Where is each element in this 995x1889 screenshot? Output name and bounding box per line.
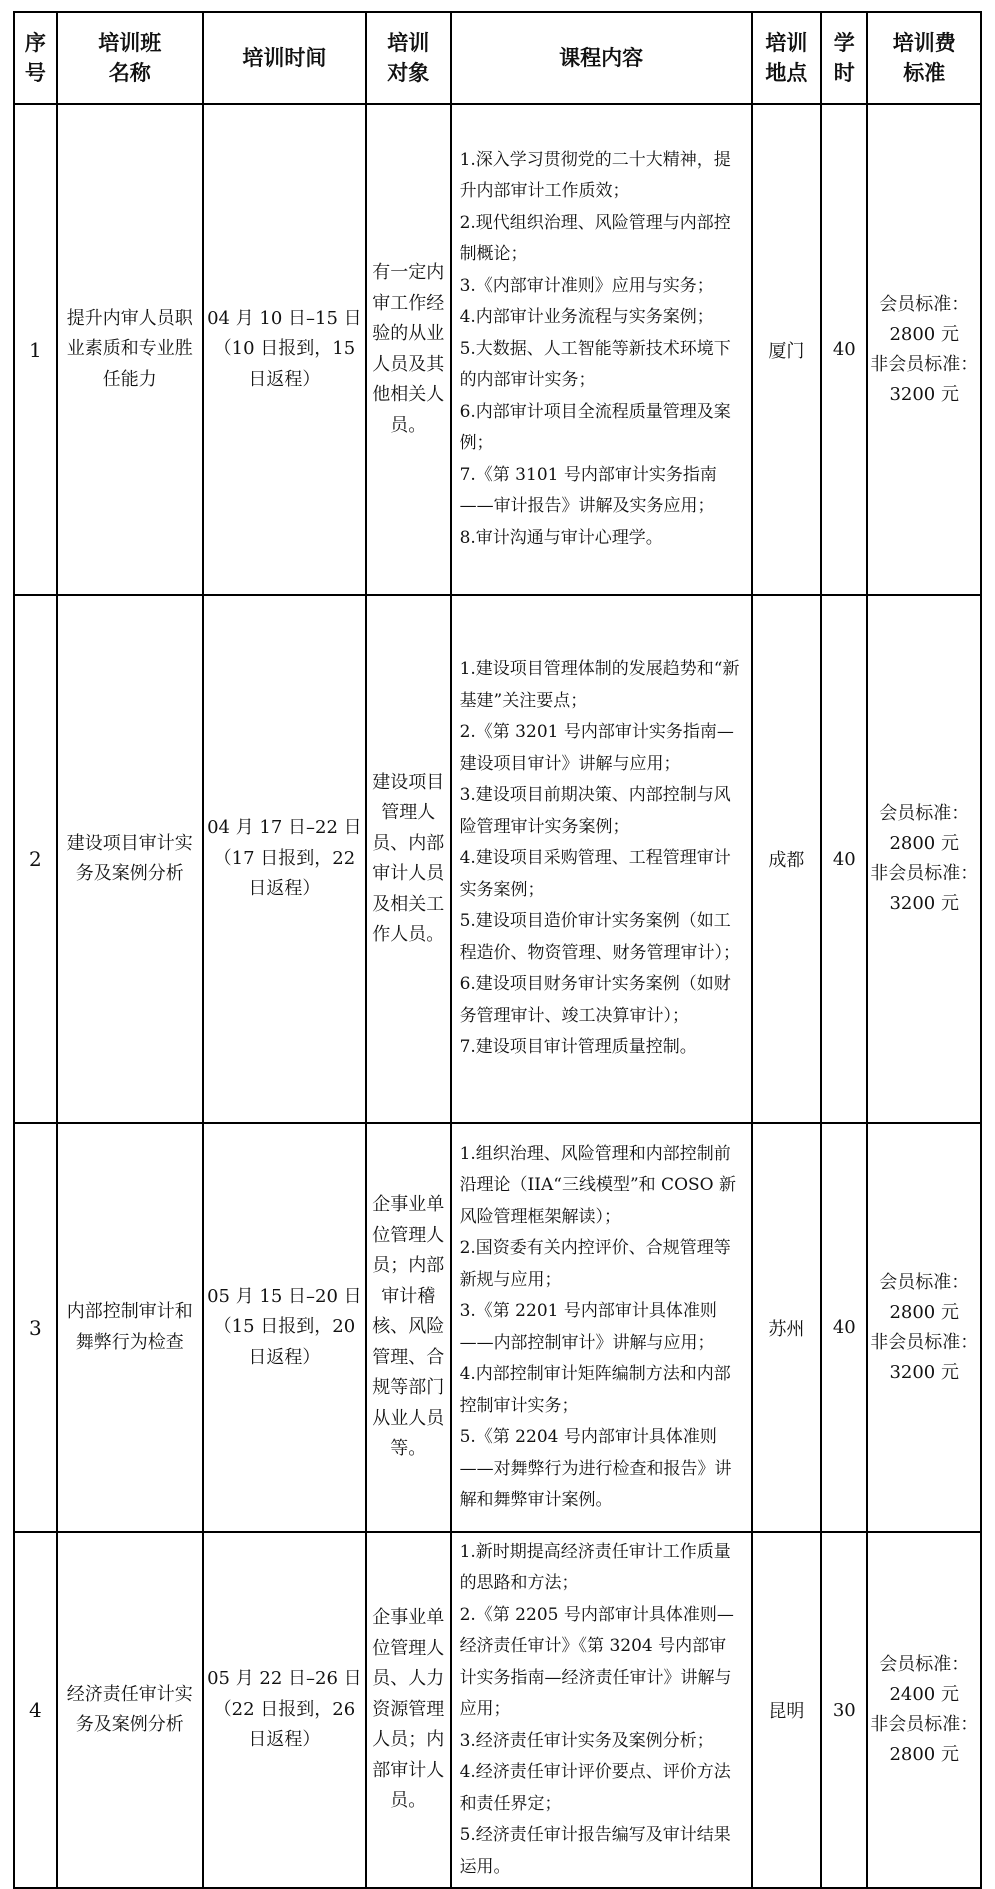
training-fee: [867, 1532, 981, 1888]
fee-nonmember: 非会员标准：2800 元: [870, 1714, 979, 1765]
course-item: 1.深入学习贯彻党的二十大精神，提升内部审计工作质效；: [459, 149, 731, 202]
course-item: 3.建设项目前期决策、内部控制与风险管理审计实务案例；: [459, 785, 731, 837]
training-time: 05 月 15 日–20 日（15 日报到，20 日返程）: [203, 1123, 366, 1532]
training-time: 04 月 17 日–22 日（17 日报到，22 日返程）: [203, 595, 366, 1123]
training-hours: 40: [821, 1123, 867, 1532]
header-target: 培训 对象: [366, 12, 451, 104]
fee-member: 会员标准：2800 元: [879, 293, 970, 345]
class-name: 建设项目审计实务及案例分析: [57, 595, 203, 1123]
course-item: 2.《第 3201 号内部审计实务指南—建设项目审计》讲解与应用；: [459, 722, 734, 774]
training-time: 05 月 22 日–26 日（22 日报到，26 日返程）: [203, 1532, 366, 1888]
training-fee: [867, 104, 981, 595]
course-item: 2.国资委有关内控评价、合规管理等新规与应用；: [459, 1238, 731, 1290]
fee-member: 会员标准：2800 元: [879, 803, 970, 854]
course-item: 4.经济责任审计评价要点、评价方法和责任界定；: [459, 1762, 731, 1814]
course-item: 3.《第 2201 号内部审计具体准则——内部控制审计》讲解与应用；: [459, 1301, 717, 1353]
header-hours: 学 时: [821, 12, 867, 104]
header-row: [14, 12, 981, 104]
course-item: 3.经济责任审计实务及案例分析；: [459, 1730, 714, 1751]
training-target: 建设项目管理人员、内部审计人员及相关工作人员。: [366, 595, 451, 1123]
header-name: 培训班 名称: [57, 12, 203, 104]
course-item: 2.现代组织治理、风险管理与内部控制概论；: [459, 212, 731, 265]
training-location: 厦门: [752, 104, 821, 595]
course-item: 5.大数据、人工智能等新技术环境下的内部审计实务；: [459, 338, 731, 391]
course-item: 5.经济责任审计报告编写及审计结果运用。: [459, 1825, 731, 1877]
course-item: 5.建设项目造价审计实务案例（如工程造价、物资管理、财务管理审计）；: [459, 911, 741, 963]
course-content: [451, 595, 752, 1123]
fee-nonmember: 非会员标准：3200 元: [870, 863, 979, 914]
header-seq: 序 号: [14, 12, 57, 104]
header-location: 培训 地点: [752, 12, 821, 104]
course-item: 2.《第 2205 号内部审计具体准则—经济责任审计》《第 3204 号内部审计实务指南—经济责任审计》讲解与应用；: [459, 1604, 734, 1720]
header-content: 课程内容: [451, 12, 752, 104]
course-item: 1.组织治理、风险管理和内部控制前沿理论（IIA“三线模型”和 COSO 新风险管理框架解读）；: [459, 1143, 736, 1227]
training-hours: 40: [821, 595, 867, 1123]
course-item: 7.《第 3101 号内部审计实务指南——审计报告》讲解及实务应用；: [459, 464, 717, 517]
table-row: [14, 104, 981, 595]
header-fee: 培训费 标准: [867, 12, 981, 104]
row-seq: 4: [14, 1532, 57, 1888]
course-item: 7.建设项目审计管理质量控制。: [459, 1037, 697, 1058]
course-content: [451, 104, 752, 595]
training-fee: [867, 595, 981, 1123]
fee-member: 会员标准：2800 元: [879, 1271, 970, 1323]
course-item: 1.建设项目管理体制的发展趋势和“新基建”关注要点；: [459, 659, 740, 711]
course-item: 6.内部审计项目全流程质量管理及案例；: [459, 401, 731, 454]
fee-member: 会员标准：2400 元: [879, 1654, 970, 1705]
training-location: 苏州: [752, 1123, 821, 1532]
row-seq: 3: [14, 1123, 57, 1532]
class-name: 提升内审人员职业素质和专业胜任能力: [57, 104, 203, 595]
course-content: [451, 1123, 752, 1532]
training-hours: 40: [821, 104, 867, 595]
course-item: 4.内部控制审计矩阵编制方法和内部控制审计实务；: [459, 1364, 731, 1416]
course-item: 1.新时期提高经济责任审计工作质量的思路和方法；: [459, 1541, 731, 1594]
training-hours: 30: [821, 1532, 867, 1888]
row-seq: 1: [14, 104, 57, 595]
training-location: 成都: [752, 595, 821, 1123]
course-item: 8.审计沟通与审计心理学。: [459, 527, 663, 548]
course-item: 3.《内部审计准则》应用与实务；: [459, 275, 714, 296]
header-time: 培训时间: [203, 12, 366, 104]
training-schedule-table: [13, 11, 982, 1889]
training-fee: [867, 1123, 981, 1532]
course-item: 6.建设项目财务审计实务案例（如财务管理审计、竣工决算审计）；: [459, 974, 731, 1026]
course-content: [451, 1532, 752, 1888]
course-item: 4.内部审计业务流程与实务案例；: [459, 307, 714, 328]
class-name: 内部控制审计和舞弊行为检查: [57, 1123, 203, 1532]
fee-nonmember: 非会员标准：3200 元: [870, 1331, 979, 1383]
table-row: [14, 595, 981, 1123]
course-item: 4.建设项目采购管理、工程管理审计实务案例；: [459, 848, 731, 900]
class-name: 经济责任审计实务及案例分析: [57, 1532, 203, 1888]
course-item: 5.《第 2204 号内部审计具体准则——对舞弊行为进行检查和报告》讲解和舞弊审计案例。: [459, 1427, 732, 1510]
table-row: [14, 1123, 981, 1532]
row-seq: 2: [14, 595, 57, 1123]
training-target: 企事业单位管理人员；内部审计稽核、风险管理、合规等部门从业人员等。: [366, 1123, 451, 1532]
training-location: 昆明: [752, 1532, 821, 1888]
training-target: 有一定内审工作经验的从业人员及其他相关人员。: [366, 104, 451, 595]
table-row: [14, 1532, 981, 1888]
training-time: 04 月 10 日–15 日（10 日报到，15 日返程）: [203, 104, 366, 595]
training-target: 企事业单位管理人员、人力资源管理人员；内部审计人员。: [366, 1532, 451, 1888]
fee-nonmember: 非会员标准：3200 元: [870, 353, 979, 405]
